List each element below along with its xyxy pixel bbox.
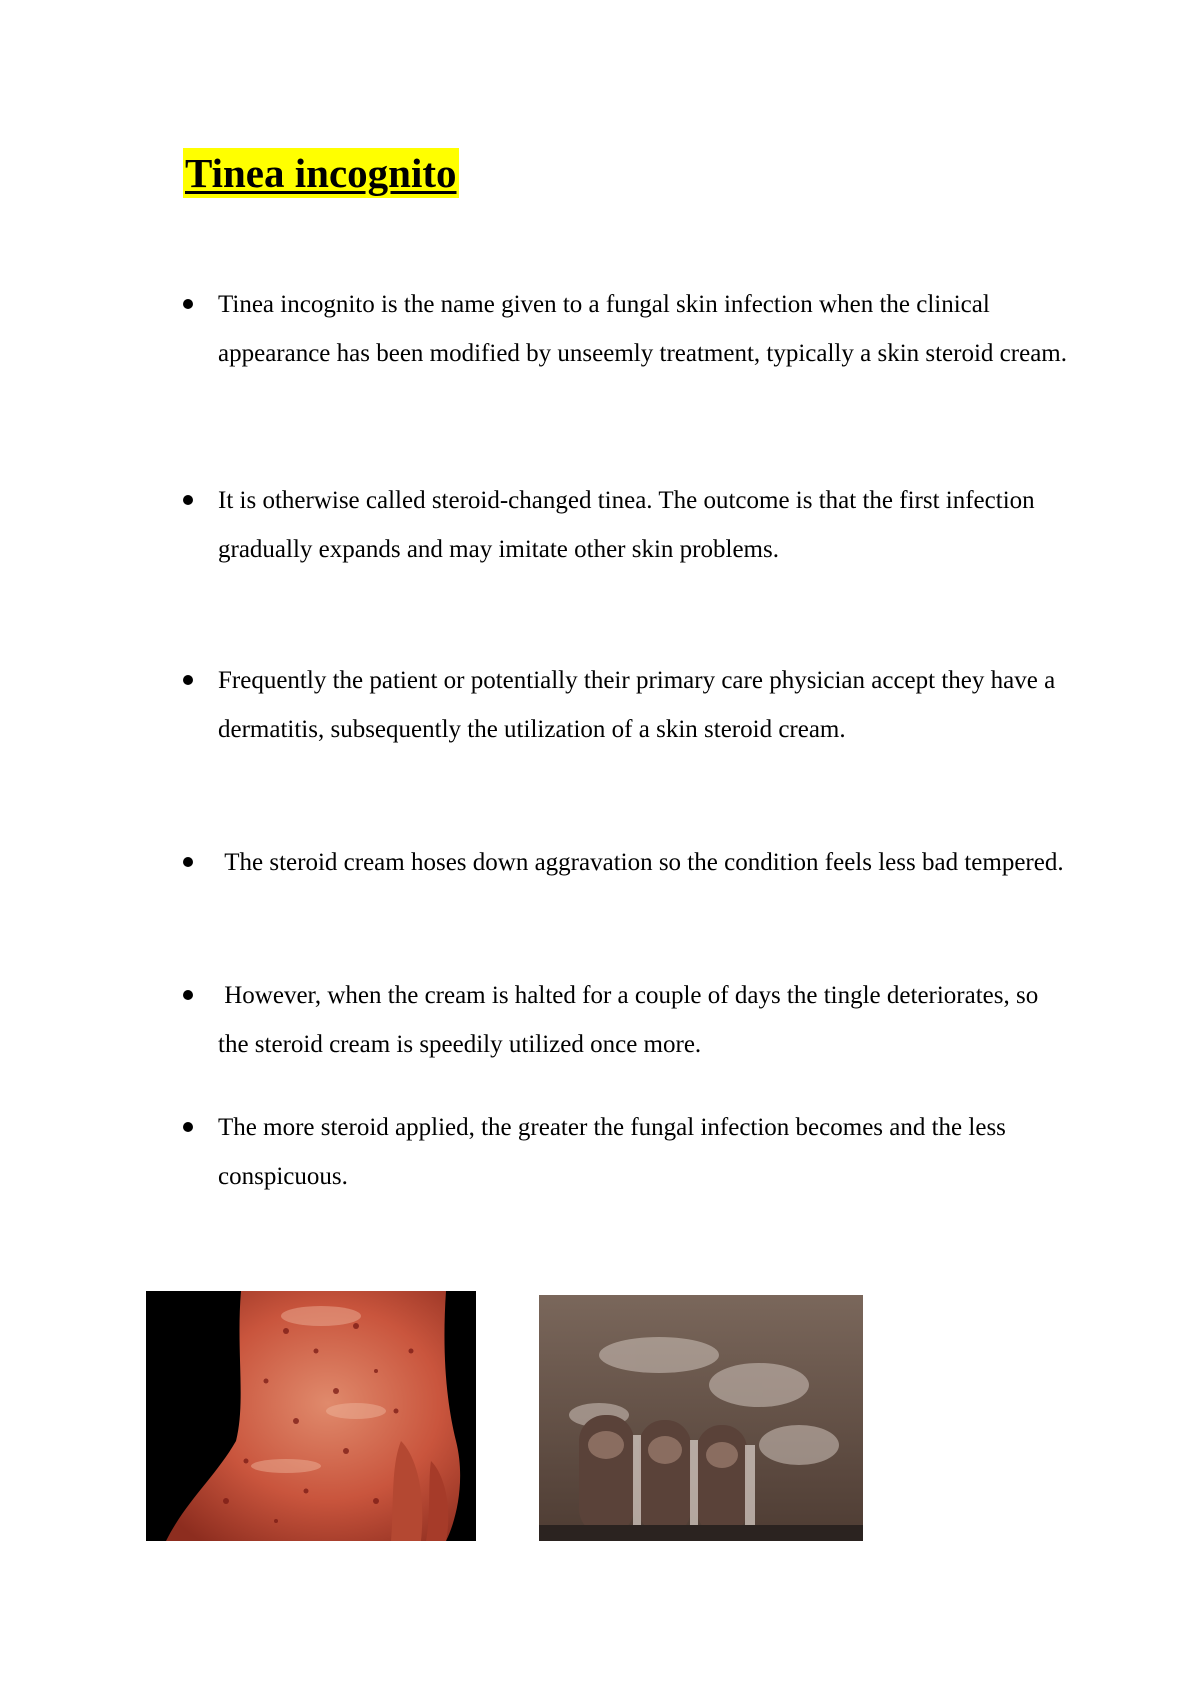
- bullet-icon: [183, 299, 193, 309]
- list-item: [218, 280, 1068, 378]
- page-title: Tinea incognito: [185, 150, 457, 196]
- list-item: [218, 476, 1068, 574]
- toes-scaling-image: [539, 1295, 863, 1541]
- bullet-icon: [183, 990, 193, 1000]
- list-item: [218, 838, 1068, 887]
- list-item-text: Tinea incognito is the name given to a fungal skin infection when the clinical appearance has been modified by unseemly treatment, typically a skin steroid cream.: [218, 291, 1067, 367]
- list-item: [218, 656, 1068, 754]
- list-item: [218, 1103, 1068, 1201]
- bullet-icon: [183, 857, 193, 867]
- list-item: [218, 971, 1068, 1069]
- bullet-icon: [183, 675, 193, 685]
- bullet-icon: [183, 1122, 193, 1132]
- toes-scaling-photo: [539, 1295, 863, 1541]
- list-item-text: Frequently the patient or potentially their primary care physician accept they have a dermatitis, subsequently the utilization of a skin steroid cream.: [218, 667, 1056, 743]
- foot-rash-image: [146, 1291, 476, 1541]
- list-item-text: The more steroid applied, the greater the fungal infection becomes and the less conspicuous.: [218, 1114, 1006, 1190]
- list-item-text: It is otherwise called steroid-changed tinea. The outcome is that the first infection gradually expands and may imitate other skin problems.: [218, 487, 1035, 563]
- list-item-text: However, when the cream is halted for a couple of days the tingle deteriorates, so the steroid cream is speedily utilized once more.: [218, 982, 1045, 1058]
- bullet-icon: [183, 495, 193, 505]
- list-item-text: The steroid cream hoses down aggravation so the condition feels less bad tempered.: [218, 849, 1064, 876]
- foot-rash-photo: [146, 1291, 476, 1541]
